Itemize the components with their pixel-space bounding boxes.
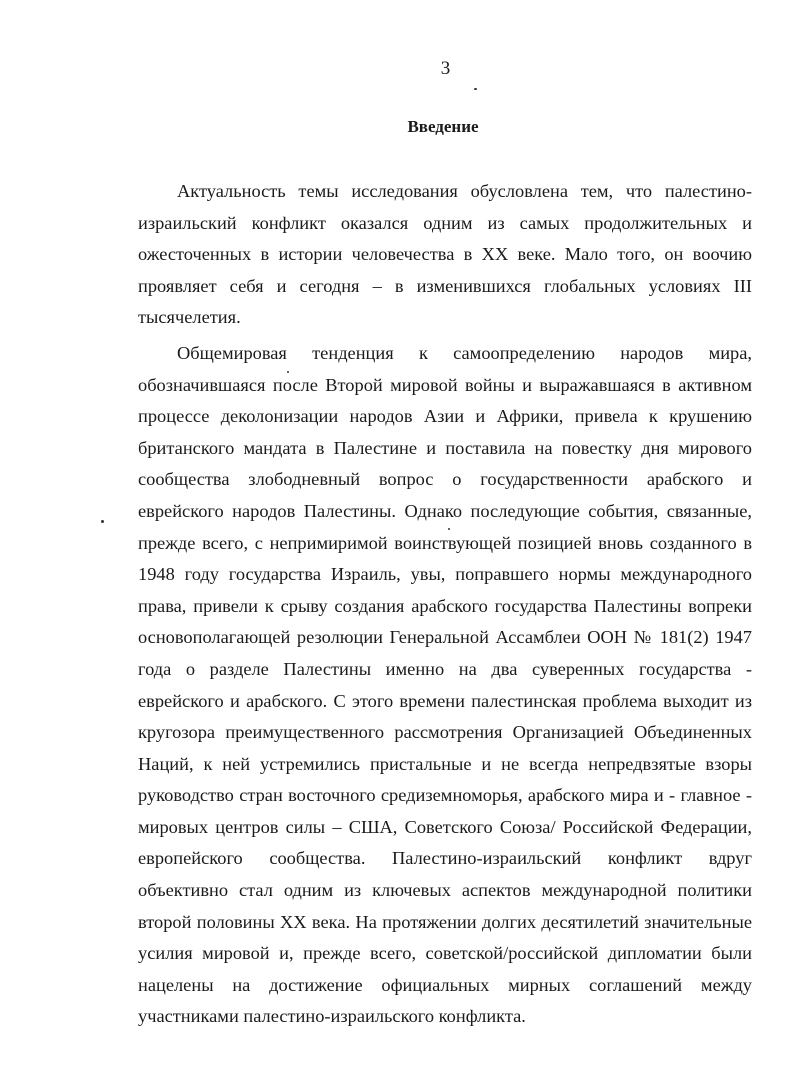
paragraph-context: Общемировая тенденция к самоопределению народов мира, обозначившаяся после Второй мировой войны и выражавшаяся в активном процессе деколонизации народов Азии и Африки, привела к крушению британского мандата в Палестине и поставила на повестку дня мирового сообщества злободневный вопрос о государственности арабского и еврейского народов Палестины. Однако последующие события, связанные, прежде всего, с непримиримой воинствующей позицией вновь созданного в 1948 году государства Израиль, увы, поправшего нормы международного права, привели к срыву создания арабского государства Палестины вопреки основополагающей резолюции Генеральной Ассамблеи ООН № 181(2) 1947 года о разделе Палестины именно на два суверенных государства - еврейского и арабского. С этого времени палестинская проблема выходит из кругозора преимущественного рассмотрения Организацией Объединенных Наций, к ней устремились пристальные и не всегда непредвзятые взоры руководство стран восточного средиземноморья, арабского мира и - главное - мировых центров силы – США, Советского Союза/ Российской Федерации, европейского сообщества. Палестино-израильский конфликт вдруг объективно стал одним из ключевых аспектов международной политики второй половины XX века. На протяжении долгих десятилетий значительные усилия мировой и, прежде всего, советской/российской дипломатии были нацелены на достижение официальных мирных соглашений между участниками палестино-израильского конфликта. [138,342,752,1027]
scan-speck [448,528,450,530]
section-heading: Введение [407,117,479,136]
paragraph-relevance: Актуальность темы исследования обусловлена тем, что палестино-израильский конфликт оказался одним из самых продолжительных и ожесточенных в истории человечества в XX веке. Мало того, он воочию проявляет себя и сегодня – в изменившихся глобальных условиях III тысячелетия. [138,181,752,328]
scan-speck [287,371,289,373]
body-text [138,176,752,1033]
scan-speck [101,520,104,523]
page-number-text: 3 [440,58,451,79]
scan-speck [474,88,477,90]
page-number [46,58,799,80]
